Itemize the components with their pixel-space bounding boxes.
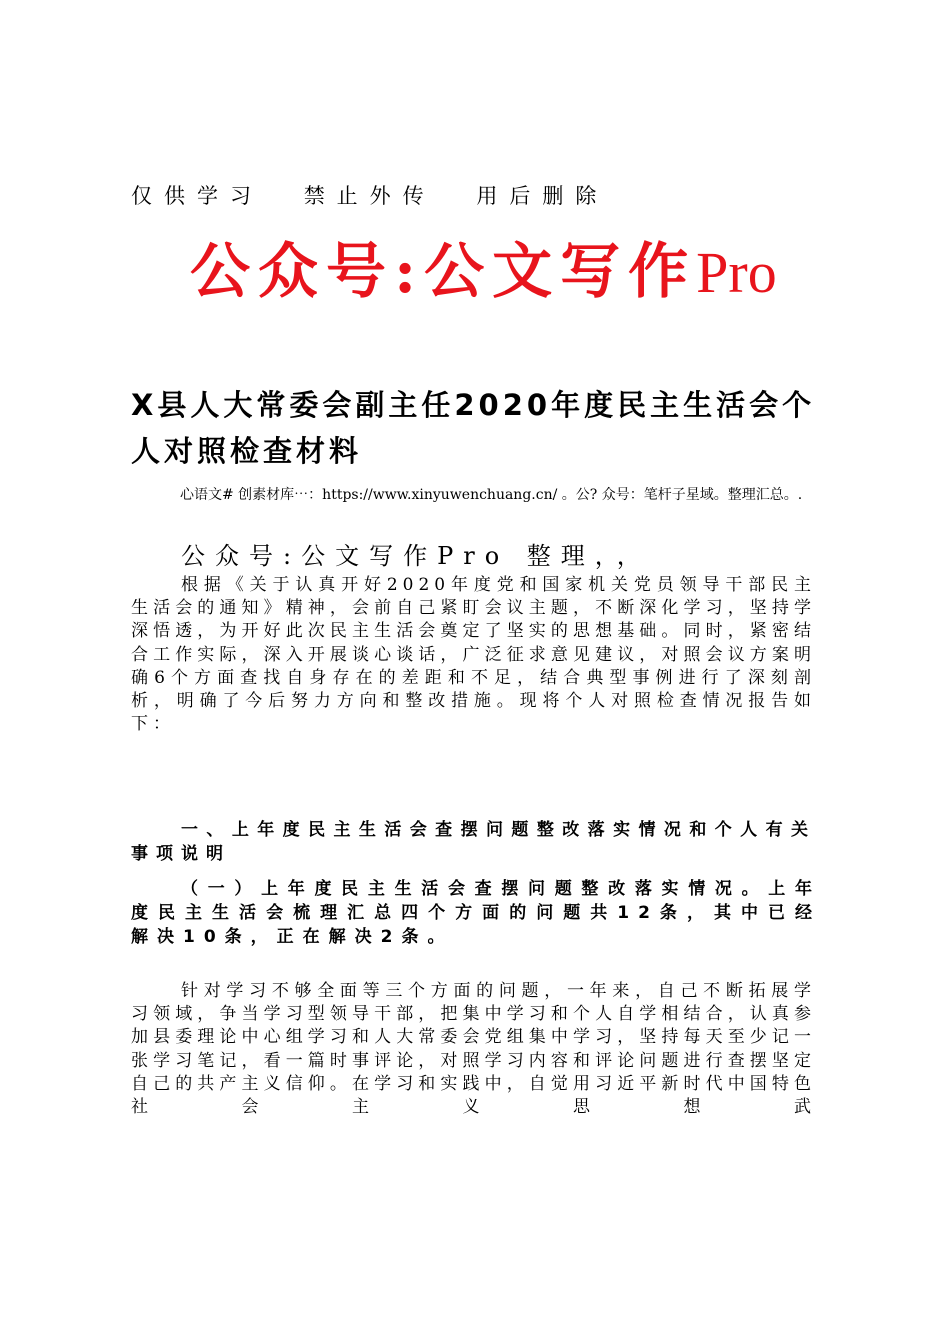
wechat-account-watermark xyxy=(190,224,777,310)
notice-delete-after-use: 用后删除 xyxy=(476,184,609,208)
watermark-cn-text: 公众号:公文写作 xyxy=(190,237,697,307)
intro-paragraph: 根据《关于认真开好2020年度党和国家机关党员领导干部民主生活会的通知》精神，会前自己紧盯会议主题，不断深化学习，坚持学深悟透，为开好此次民主生活会奠定了坚实的思想基础。同时，紧密结合工作实际，深入开展谈心谈话，广泛征求意见建议，对照会议方案明确6个方面查找自身存在的差距和不足，结合典型事例进行了深刻剖析，明确了今后努力方向和整改措施。现将个人对照检查情况报告如下： xyxy=(131,575,816,735)
section-heading-1: 一、上年度民主生活会查摆问题整改落实情况和个人有关事项说明 xyxy=(131,820,816,864)
restriction-notice xyxy=(131,180,630,210)
document-title: X县人大常委会副主任2020年度民主生活会个人对照检查材料 xyxy=(131,388,816,468)
notice-study-only: 仅供学习 xyxy=(131,184,263,208)
study-paragraph: 针对学习不够全面等三个方面的问题，一年来，自己不断拓展学习领域，争当学习型领导干部，把集中学习和个人自学相结合，认真参加县委理论中心组学习和人大常委会党组集中学习，坚持每天至少记一张学习笔记，看一篇时事评论，对照学习内容和评论问题进行查摆坚定自己的共产主义信仰。在学习和实践中，自觉用习近平新时代中国特色社会主义思想武 xyxy=(131,981,816,1118)
promo-line: 公众号:公文写作Pro 整理，， xyxy=(181,542,651,570)
source-attribution: 心语文# 创素材库⋯：https://www.xinyuwenchuang.cn/ 。公? 众号：笔杆子星域。整理汇总。. xyxy=(180,487,803,503)
watermark-pro-text: Pro xyxy=(696,240,777,305)
notice-no-distribution: 禁止外传 xyxy=(303,184,436,208)
subsection-heading-1: （一）上年度民主生活会查摆问题整改落实情况。上年度民主生活会梳理汇总四个方面的问题共12条，其中已经解决10条，正在解决2条。 xyxy=(131,879,821,947)
